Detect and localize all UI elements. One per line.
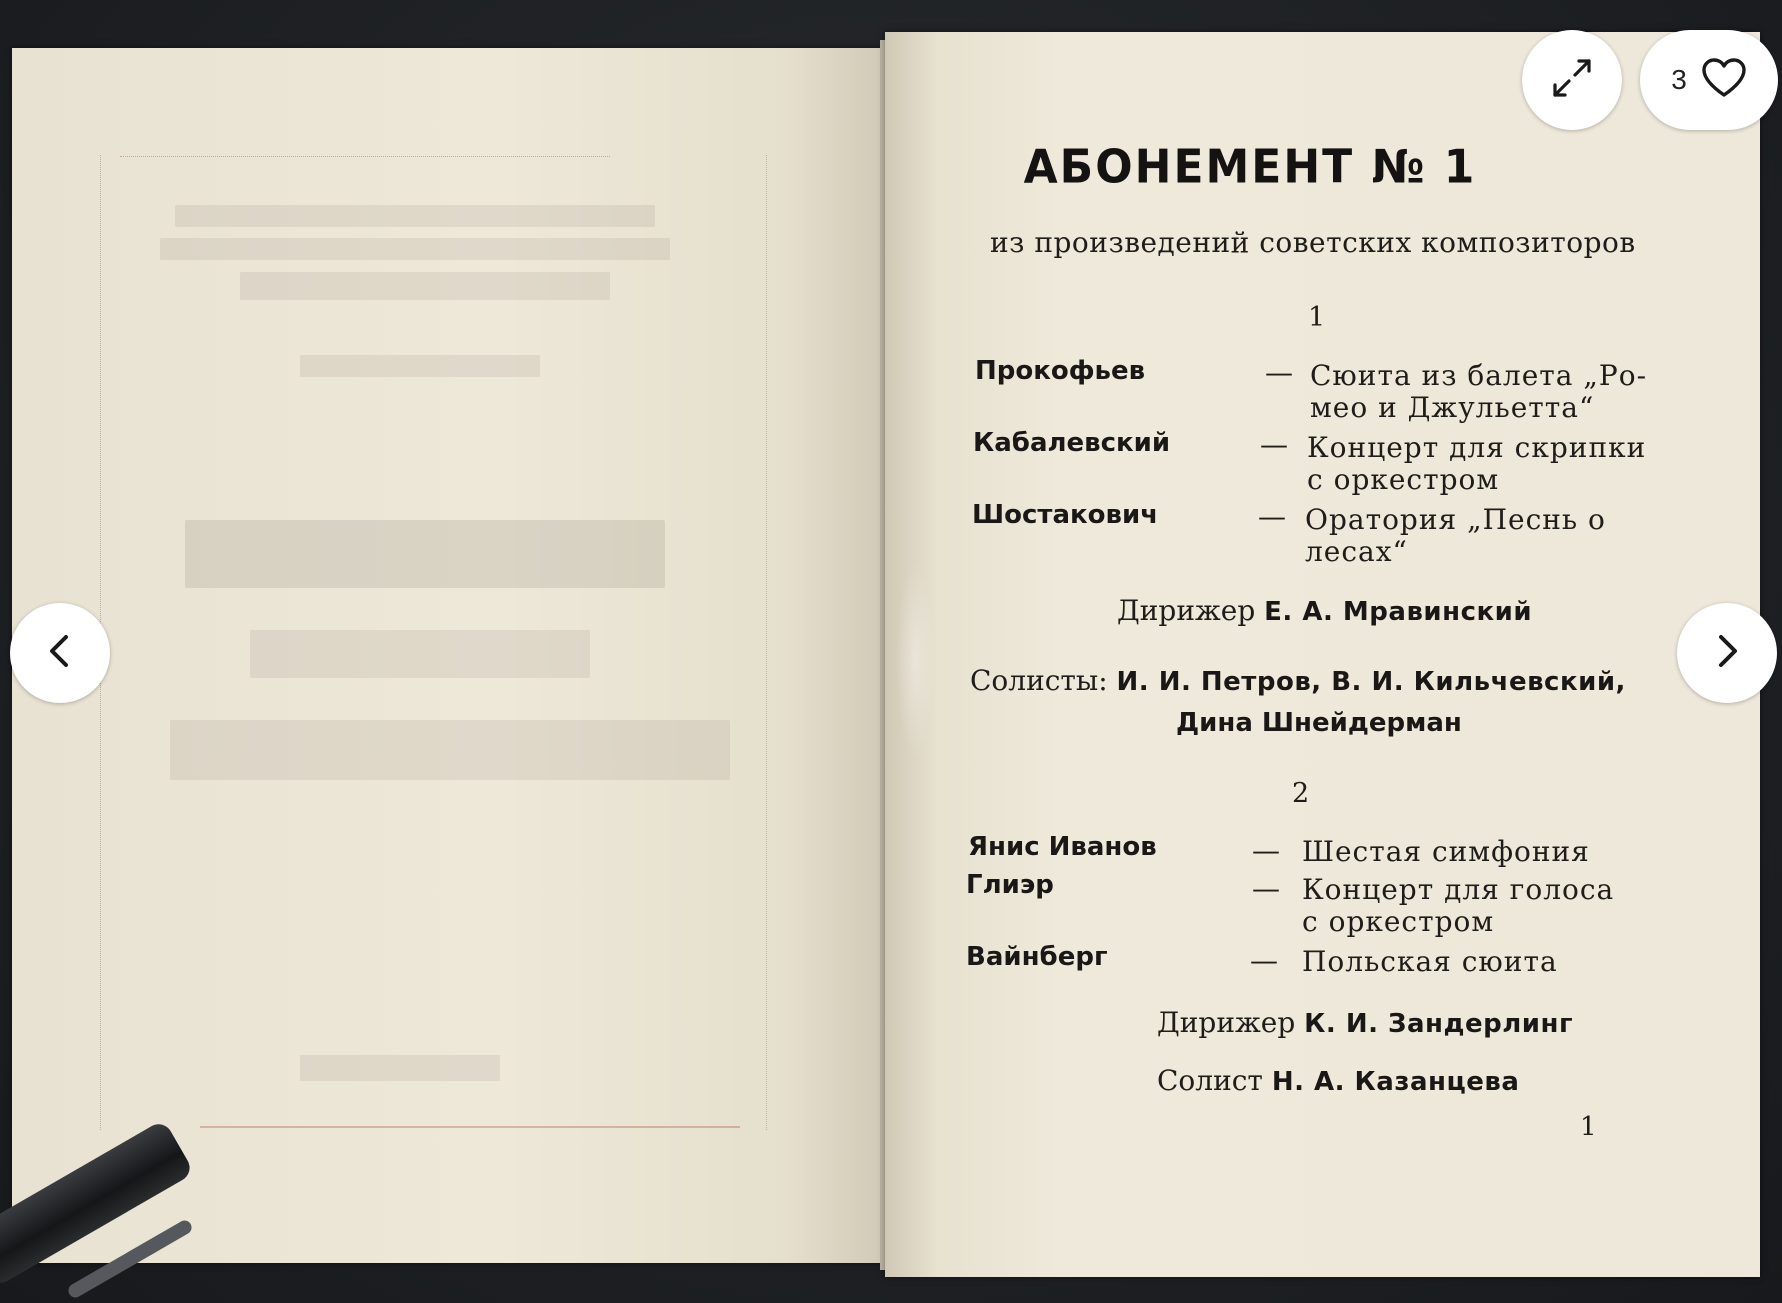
conductor-label: Дирижер bbox=[1157, 1006, 1296, 1039]
work-title-line: Оратория „Песнь о bbox=[1305, 503, 1606, 536]
concert-number: 2 bbox=[1292, 778, 1310, 809]
work-title-line: Шестая симфония bbox=[1302, 835, 1590, 868]
dash: — bbox=[1252, 872, 1280, 905]
work-title bbox=[1307, 432, 1657, 496]
show-through-text bbox=[240, 272, 610, 300]
like-button[interactable] bbox=[1640, 30, 1778, 130]
work-title-line: лесах“ bbox=[1305, 535, 1408, 568]
show-through-rule-bottom bbox=[200, 1126, 740, 1129]
show-through-text bbox=[170, 720, 730, 780]
dash: — bbox=[1258, 500, 1286, 533]
dash: — bbox=[1252, 834, 1280, 867]
work-title bbox=[1302, 836, 1652, 868]
show-through-text bbox=[300, 1055, 500, 1081]
soloists-names: И. И. Петров, В. И. Кильчевский, bbox=[1116, 667, 1626, 697]
expand-arrows-icon bbox=[1547, 53, 1597, 107]
show-through-text bbox=[160, 238, 670, 260]
work-title bbox=[1302, 946, 1652, 978]
dash: — bbox=[1260, 428, 1288, 461]
soloist-name: Н. А. Казанцева bbox=[1271, 1067, 1520, 1097]
previous-image-button[interactable] bbox=[10, 603, 110, 703]
work-title-line: Сюита из балета „Ро- bbox=[1310, 359, 1648, 392]
show-through-text bbox=[185, 520, 665, 588]
show-through-text bbox=[175, 205, 655, 227]
work-title bbox=[1310, 360, 1660, 424]
work-title-line: с оркестром bbox=[1307, 463, 1500, 496]
show-through-rule-top bbox=[120, 156, 610, 158]
chevron-left-icon bbox=[40, 631, 80, 675]
composer-name: Шостакович bbox=[972, 500, 1159, 530]
next-image-button[interactable] bbox=[1677, 603, 1777, 703]
show-through-text bbox=[250, 630, 590, 678]
conductor-line bbox=[1117, 594, 1532, 627]
work-title bbox=[1302, 874, 1652, 938]
soloists-line bbox=[970, 664, 1626, 697]
composer-name: Янис Иванов bbox=[968, 832, 1157, 862]
work-title-line: Польская сюита bbox=[1302, 945, 1558, 978]
work-title-line: Концерт для голоса bbox=[1302, 873, 1615, 906]
composer-name: Прокофьев bbox=[975, 356, 1146, 386]
work-title-line: с оркестром bbox=[1302, 905, 1495, 938]
soloists-label: Солисты: bbox=[970, 664, 1108, 697]
show-through-text bbox=[300, 355, 540, 377]
composer-name: Вайнберг bbox=[966, 942, 1108, 972]
paper-crease bbox=[895, 560, 935, 760]
composer-name: Глиэр bbox=[966, 870, 1054, 900]
work-title-line: Концерт для скрипки bbox=[1307, 431, 1647, 464]
soloist-label: Солист bbox=[1157, 1064, 1263, 1097]
soloist-line bbox=[1157, 1064, 1519, 1097]
composer-name: Кабалевский bbox=[973, 428, 1171, 458]
page-number: 1 bbox=[1580, 1112, 1597, 1142]
conductor-line bbox=[1157, 1006, 1573, 1039]
work-title-line: мео и Джульетта“ bbox=[1310, 391, 1595, 424]
program-subtitle: из произведений советских композиторов bbox=[990, 226, 1636, 259]
heart-outline-icon bbox=[1701, 57, 1747, 103]
work-title bbox=[1305, 504, 1655, 568]
concert-number: 1 bbox=[1308, 302, 1326, 333]
program-title: АБОНЕМЕНТ № 1 bbox=[1023, 140, 1477, 195]
expand-button[interactable] bbox=[1522, 30, 1622, 130]
like-count: 3 bbox=[1671, 64, 1687, 95]
soloists-names: Дина Шнейдерман bbox=[1176, 708, 1462, 738]
conductor-label: Дирижер bbox=[1117, 594, 1256, 627]
chevron-right-icon bbox=[1707, 631, 1747, 675]
dash: — bbox=[1265, 356, 1293, 389]
conductor-name: К. И. Зандерлинг bbox=[1304, 1009, 1574, 1039]
dash: — bbox=[1250, 944, 1278, 977]
conductor-name: Е. А. Мравинский bbox=[1264, 597, 1533, 627]
